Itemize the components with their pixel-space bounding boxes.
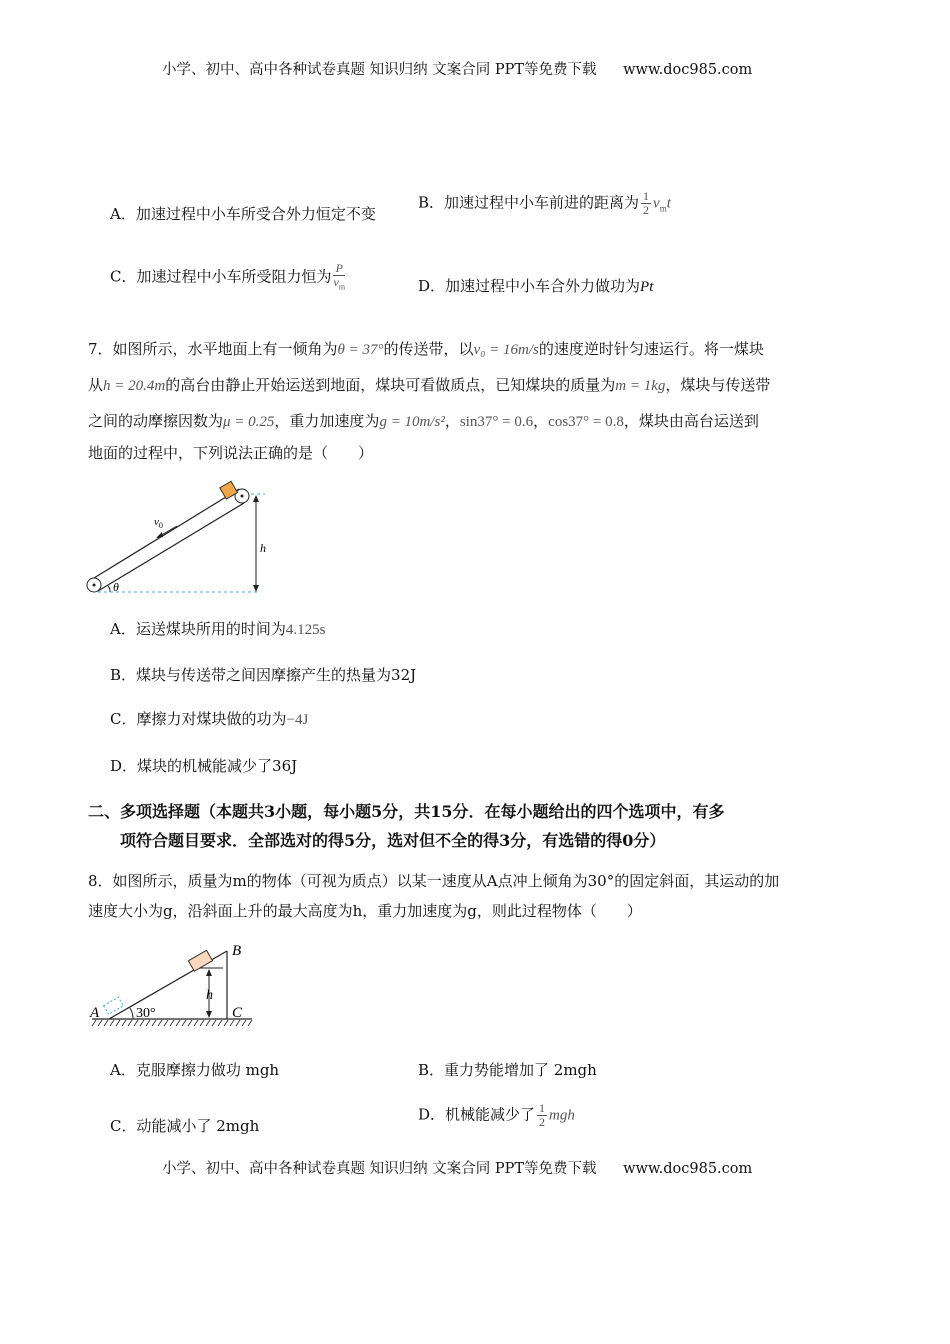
page-header	[162, 58, 752, 79]
v0-label: $v_0$	[154, 516, 163, 530]
footer-text: 小学、初中、高中各种试卷真题 知识归纳 文案合同 PPT等免费下载	[162, 1161, 597, 1177]
math: Pt	[640, 279, 654, 295]
q7-line-4: 地面的过程中，下列说法正确的是（ ）	[88, 444, 374, 462]
q8-option-d[interactable]: D．机械能减少了 $\frac{1}{2}$ mgh	[418, 1101, 575, 1129]
section-2-heading-line-2: 项符合题目要求．全部选对的得5分，选对但不全的得3分，有选错的得0分）	[120, 831, 666, 850]
q7-option-c[interactable]: C．摩擦力对煤块做的功为−4J	[110, 710, 309, 728]
fraction: $\frac{1}{2}$	[643, 189, 650, 217]
q7-option-b[interactable]: B．煤块与传送带之间因摩擦产生的热量为32J	[110, 666, 417, 684]
angle-label: 30°	[136, 1006, 156, 1021]
q7-line-1: 7．如图所示，水平地面上有一倾角为θ = 37°的传送带，以v₀ = 16m/s的速度逆时针匀速运行。将一煤块	[88, 340, 764, 358]
page-footer	[162, 1157, 752, 1178]
q6-option-a[interactable]: A．加速过程中小车所受合外力恒定不变	[110, 205, 376, 223]
q7-line-3: 之间的动摩擦因数为μ = 0.25，重力加速度为g = 10m/s²，sin37° = 0.6，cos37° = 0.8，煤块由高台运送到	[88, 412, 759, 430]
point-b-label: B	[232, 943, 242, 959]
option-text: B．加速过程中小车前进的距离为	[418, 193, 640, 212]
option-text: D．加速过程中小车合外力做功为	[418, 277, 641, 295]
q7-line-2: 从h = 20.4m的高台由静止开始运送到地面，煤块可看做质点，已知煤块的质量为m = 1kg，煤块与传送带	[88, 376, 771, 394]
math: v	[653, 195, 660, 212]
conveyor-belt-figure	[80, 475, 280, 600]
header-text: 小学、初中、高中各种试卷真题 知识归纳 文案合同 PPT等免费下载	[162, 62, 597, 78]
fraction: $\frac{1}{2}$	[539, 1101, 546, 1129]
q6-option-c[interactable]	[110, 262, 347, 293]
q8-option-b[interactable]: B．重力势能增加了 2mgh	[418, 1061, 597, 1079]
q7-option-d[interactable]: D．煤块的机械能减少了36J	[110, 757, 298, 775]
q6-option-b[interactable]: B．加速过程中小车前进的距离为 $\frac{1}{2}$ $v_mt$	[418, 189, 671, 217]
q7-option-a[interactable]: A．运送煤块所用的时间为4.125s	[110, 620, 326, 638]
incline-figure	[80, 935, 270, 1035]
q8-option-c[interactable]: C．动能减小了 2mgh	[110, 1117, 260, 1135]
belt-upper	[94, 489, 239, 578]
q8-line-1: 8．如图所示，质量为m的物体（可视为质点）以某一速度从A点冲上倾角为30°的固定斜面，其运动的加	[88, 872, 780, 890]
footer-url[interactable]: www.doc985.com	[623, 1161, 753, 1177]
theta-label: θ	[113, 580, 119, 594]
point-c-label: C	[232, 1005, 243, 1021]
start-position-block	[104, 997, 124, 1014]
section-2-heading-line-1: 二、多项选择题（本题共3小题，每小题5分，共15分．在每小题给出的四个选项中，有多	[88, 802, 725, 821]
header-url[interactable]: www.doc985.com	[623, 62, 753, 78]
point-a-label: A	[90, 1005, 100, 1021]
ground-hatching	[92, 1020, 252, 1026]
q6-option-d[interactable]	[418, 275, 653, 296]
h-label: h	[206, 988, 213, 1003]
q8-option-a[interactable]: A．克服摩擦力做功 mgh	[110, 1061, 280, 1079]
h-label: h	[260, 541, 266, 555]
q8-line-2: 速度大小为g，沿斜面上升的最大高度为h，重力加速度为g，则此过程物体（ ）	[88, 902, 642, 920]
option-text: C．加速过程中小车所受阻力恒为	[110, 267, 332, 286]
belt-lower	[98, 503, 244, 591]
fraction: $\frac{P}{v_m}$	[333, 261, 346, 292]
